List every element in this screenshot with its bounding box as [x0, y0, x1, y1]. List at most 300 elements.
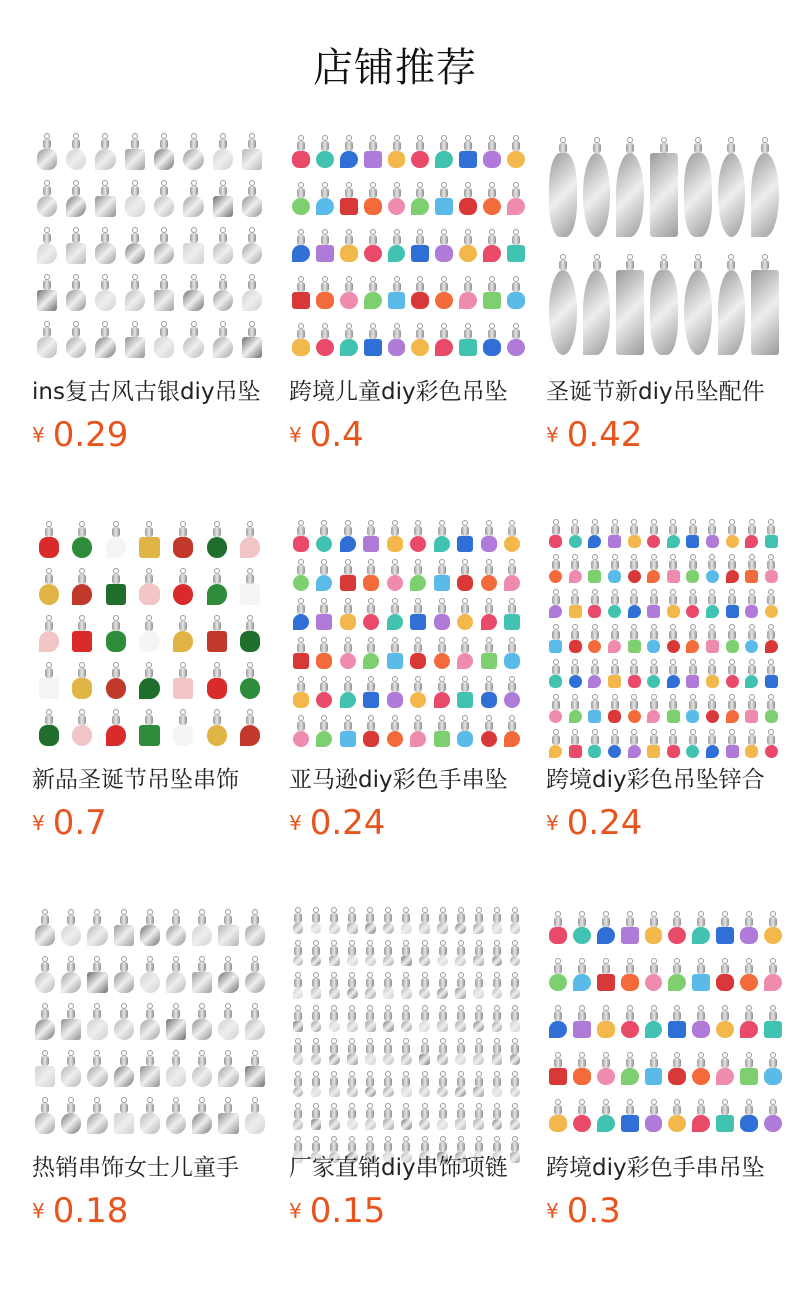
product-card[interactable] — [32, 516, 267, 847]
charm-pendant-icon — [718, 137, 746, 238]
product-price — [546, 805, 781, 847]
charm-pendant-icon — [745, 554, 758, 583]
charm-pendant-icon — [686, 589, 699, 618]
product-price — [32, 805, 267, 847]
charm-pendant-icon — [616, 137, 644, 238]
charm-pendant-icon — [457, 676, 473, 708]
charm-pendant-icon — [549, 694, 562, 723]
charm-pendant-icon — [139, 568, 159, 604]
charm-pendant-icon — [365, 1005, 376, 1032]
product-title[interactable]: 跨境diy彩色吊坠锌合 — [546, 767, 765, 793]
charm-pendant-icon — [37, 321, 57, 357]
charm-pendant-icon — [87, 909, 107, 945]
charm-pendant-icon — [437, 1005, 448, 1032]
charm-pendant-icon — [745, 589, 758, 618]
product-title[interactable]: 跨境diy彩色手串吊坠 — [546, 1155, 765, 1181]
charm-pendant-icon — [363, 598, 379, 630]
charm-pendant-icon — [293, 1005, 304, 1032]
charm-pendant-icon — [549, 958, 567, 992]
charm-pendant-icon — [621, 911, 639, 945]
product-price — [32, 417, 267, 459]
charm-pendant-icon — [504, 598, 520, 630]
charm-pendant-icon — [455, 1005, 466, 1032]
charm-pendant-icon — [207, 521, 227, 557]
product-image[interactable] — [32, 516, 267, 751]
charm-pendant-icon — [363, 520, 379, 552]
charm-pendant-icon — [549, 137, 577, 238]
charm-pendant-icon — [114, 956, 134, 992]
charm-pendant-icon — [242, 321, 262, 357]
charm-pendant-icon — [510, 907, 521, 934]
charm-pendant-icon — [692, 1005, 710, 1039]
charm-pendant-icon — [316, 676, 332, 708]
charm-pendant-icon — [329, 1103, 340, 1130]
charm-pendant-icon — [549, 624, 562, 653]
charm-pendant-icon — [726, 694, 739, 723]
charm-pendant-icon — [365, 907, 376, 934]
charm-pendant-icon — [311, 907, 322, 934]
charm-pendant-icon — [473, 907, 484, 934]
charm-pendant-icon — [419, 1103, 430, 1130]
charm-pendant-icon — [388, 323, 406, 357]
charm-pendant-icon — [706, 694, 719, 723]
charm-pendant-icon — [745, 694, 758, 723]
charm-pendant-icon — [311, 1103, 322, 1130]
price-amount: 0.29 — [52, 415, 129, 455]
charm-pendant-icon — [455, 1038, 466, 1065]
charm-pendant-icon — [716, 958, 734, 992]
product-row — [32, 516, 790, 847]
product-price — [289, 417, 524, 459]
charm-pendant-icon — [764, 1099, 782, 1133]
charm-pendant-icon — [419, 972, 430, 999]
charm-pendant-icon — [66, 133, 86, 169]
charm-pendant-icon — [569, 589, 582, 618]
charm-pendant-icon — [242, 133, 262, 169]
product-title[interactable]: ins复古风古银diy吊坠 — [32, 379, 261, 405]
charm-pendant-icon — [316, 323, 334, 357]
charm-pendant-icon — [588, 659, 601, 688]
charm-pendant-icon — [718, 254, 746, 355]
charm-pendant-icon — [125, 321, 145, 357]
product-title[interactable]: 厂家直销diy串饰项链 — [289, 1155, 508, 1181]
charm-pendant-icon — [387, 598, 403, 630]
charm-pendant-icon — [686, 694, 699, 723]
charm-pendant-icon — [106, 709, 126, 745]
charm-pendant-icon — [292, 229, 310, 263]
price-amount: 0.24 — [309, 803, 386, 843]
product-title[interactable]: 热销串饰女士儿童手 — [32, 1155, 239, 1181]
product-card[interactable] — [289, 904, 524, 1235]
charm-pendant-icon — [667, 624, 680, 653]
charm-pendant-icon — [569, 624, 582, 653]
charm-pendant-icon — [213, 274, 233, 310]
charm-pendant-icon — [387, 559, 403, 591]
charm-pendant-icon — [686, 519, 699, 548]
charm-pendant-icon — [549, 1052, 567, 1086]
charm-pendant-icon — [411, 182, 429, 216]
charm-pendant-icon — [455, 940, 466, 967]
charm-pendant-icon — [340, 135, 358, 169]
charm-pendant-icon — [140, 909, 160, 945]
charm-pendant-icon — [481, 520, 497, 552]
charm-pendant-icon — [435, 229, 453, 263]
currency-symbol: ¥ — [546, 811, 559, 835]
currency-symbol: ¥ — [32, 423, 45, 447]
currency-symbol: ¥ — [289, 423, 302, 447]
charm-pendant-icon — [154, 321, 174, 357]
product-image[interactable] — [289, 516, 524, 751]
product-price — [546, 1193, 781, 1235]
charm-pendant-icon — [329, 1038, 340, 1065]
charm-pendant-icon — [628, 729, 641, 758]
product-title[interactable]: 亚马逊diy彩色手串坠 — [289, 767, 508, 793]
charm-pendant-icon — [435, 276, 453, 310]
section-title: 店铺推荐 — [313, 45, 477, 91]
charm-pendant-icon — [410, 676, 426, 708]
charm-pendant-icon — [154, 133, 174, 169]
charm-pendant-icon — [173, 662, 193, 698]
charm-pendant-icon — [316, 715, 332, 747]
charm-pendant-icon — [154, 274, 174, 310]
charm-pendant-icon — [764, 1052, 782, 1086]
charm-pendant-icon — [218, 1097, 238, 1133]
charm-pendant-icon — [401, 1005, 412, 1032]
charm-pendant-icon — [240, 568, 260, 604]
charm-pendant-icon — [114, 1097, 134, 1133]
charm-pendant-icon — [608, 694, 621, 723]
charm-pendant-icon — [154, 227, 174, 263]
charm-pendant-icon — [628, 589, 641, 618]
charm-pendant-icon — [608, 729, 621, 758]
charm-pendant-icon — [329, 1071, 340, 1098]
charm-pendant-icon — [569, 554, 582, 583]
charm-pendant-icon — [483, 182, 501, 216]
charm-pendant-icon — [316, 598, 332, 630]
charm-pendant-icon — [410, 598, 426, 630]
charm-pendant-icon — [608, 624, 621, 653]
charm-pendant-icon — [692, 1052, 710, 1086]
charm-pendant-icon — [140, 1050, 160, 1086]
product-card[interactable] — [289, 516, 524, 847]
charm-pendant-icon — [667, 519, 680, 548]
charm-pendant-icon — [401, 940, 412, 967]
charm-pendant-icon — [242, 227, 262, 263]
charm-pendant-icon — [72, 615, 92, 651]
charm-pendant-icon — [173, 568, 193, 604]
product-image[interactable] — [289, 904, 524, 1139]
charm-pendant-icon — [340, 598, 356, 630]
charm-pendant-icon — [510, 940, 521, 967]
product-title[interactable]: 新品圣诞节吊坠串饰 — [32, 767, 239, 793]
charm-pendant-icon — [667, 694, 680, 723]
currency-symbol: ¥ — [32, 1199, 45, 1223]
product-image[interactable] — [546, 904, 781, 1139]
charm-pendant-icon — [419, 1005, 430, 1032]
charm-pendant-icon — [597, 958, 615, 992]
charm-pendant-icon — [183, 133, 203, 169]
charm-pendant-icon — [764, 1005, 782, 1039]
charm-pendant-icon — [583, 254, 611, 355]
price-amount: 0.7 — [52, 803, 107, 843]
price-amount: 0.3 — [566, 1191, 621, 1231]
charm-pendant-icon — [316, 229, 334, 263]
product-price — [546, 417, 781, 459]
charm-pendant-icon — [293, 598, 309, 630]
currency-symbol: ¥ — [289, 811, 302, 835]
charm-pendant-icon — [569, 519, 582, 548]
charm-pendant-icon — [608, 589, 621, 618]
charm-pendant-icon — [492, 972, 503, 999]
charm-pendant-icon — [72, 568, 92, 604]
product-price — [32, 1193, 267, 1235]
charm-pendant-icon — [504, 559, 520, 591]
charm-pendant-icon — [455, 907, 466, 934]
product-card[interactable] — [546, 128, 781, 459]
charm-pendant-icon — [549, 254, 577, 355]
charm-pendant-icon — [95, 321, 115, 357]
charm-pendant-icon — [213, 227, 233, 263]
product-card[interactable] — [32, 128, 267, 459]
charm-pendant-icon — [410, 559, 426, 591]
charm-pendant-icon — [745, 729, 758, 758]
product-price — [289, 1193, 524, 1235]
charm-pendant-icon — [37, 227, 57, 263]
charm-pendant-icon — [383, 940, 394, 967]
charm-pendant-icon — [87, 1050, 107, 1086]
product-card[interactable] — [289, 128, 524, 459]
charm-pendant-icon — [647, 729, 660, 758]
charm-pendant-icon — [311, 972, 322, 999]
currency-symbol: ¥ — [546, 423, 559, 447]
charm-pendant-icon — [66, 227, 86, 263]
product-image[interactable] — [289, 128, 524, 363]
charm-pendant-icon — [473, 972, 484, 999]
charm-pendant-icon — [667, 659, 680, 688]
charm-pendant-icon — [72, 521, 92, 557]
product-title[interactable]: 圣诞节新diy吊坠配件 — [546, 379, 765, 405]
charm-pendant-icon — [628, 624, 641, 653]
charm-pendant-icon — [507, 323, 525, 357]
charm-pendant-icon — [473, 1103, 484, 1130]
charm-pendant-icon — [473, 1038, 484, 1065]
charm-pendant-icon — [293, 637, 309, 669]
charm-pendant-icon — [66, 180, 86, 216]
charm-pendant-icon — [437, 1071, 448, 1098]
charm-pendant-icon — [411, 276, 429, 310]
currency-symbol: ¥ — [289, 1199, 302, 1223]
charm-pendant-icon — [573, 1005, 591, 1039]
charm-pendant-icon — [667, 729, 680, 758]
charm-pendant-icon — [726, 519, 739, 548]
currency-symbol: ¥ — [32, 811, 45, 835]
charm-pendant-icon — [686, 624, 699, 653]
charm-pendant-icon — [173, 615, 193, 651]
charm-pendant-icon — [726, 589, 739, 618]
charm-pendant-icon — [608, 554, 621, 583]
charm-pendant-icon — [492, 907, 503, 934]
charm-pendant-icon — [316, 559, 332, 591]
charm-pendant-icon — [668, 1099, 686, 1133]
charm-pendant-icon — [510, 1005, 521, 1032]
charm-pendant-icon — [483, 323, 501, 357]
charm-pendant-icon — [347, 1005, 358, 1032]
charm-pendant-icon — [647, 624, 660, 653]
charm-pendant-icon — [173, 521, 193, 557]
charm-pendant-icon — [363, 559, 379, 591]
product-image[interactable] — [32, 128, 267, 363]
charm-pendant-icon — [213, 180, 233, 216]
charm-pendant-icon — [706, 519, 719, 548]
charm-pendant-icon — [504, 715, 520, 747]
product-image[interactable] — [546, 128, 781, 363]
charm-pendant-icon — [621, 1005, 639, 1039]
charm-pendant-icon — [316, 276, 334, 310]
product-price — [289, 805, 524, 847]
charm-pendant-icon — [573, 958, 591, 992]
charm-pendant-icon — [218, 1003, 238, 1039]
charm-pendant-icon — [765, 694, 778, 723]
charm-pendant-icon — [616, 254, 644, 355]
charm-pendant-icon — [492, 1103, 503, 1130]
charm-pendant-icon — [139, 662, 159, 698]
charm-pendant-icon — [37, 274, 57, 310]
charm-pendant-icon — [363, 676, 379, 708]
charm-pendant-icon — [61, 909, 81, 945]
charm-pendant-icon — [139, 521, 159, 557]
charm-pendant-icon — [492, 1005, 503, 1032]
charm-pendant-icon — [507, 229, 525, 263]
charm-pendant-icon — [706, 624, 719, 653]
charm-pendant-icon — [434, 559, 450, 591]
charm-pendant-icon — [716, 1099, 734, 1133]
charm-pendant-icon — [293, 520, 309, 552]
product-card[interactable] — [546, 516, 781, 847]
charm-pendant-icon — [293, 1103, 304, 1130]
product-image[interactable] — [546, 516, 781, 751]
charm-pendant-icon — [765, 624, 778, 653]
charm-pendant-icon — [455, 1103, 466, 1130]
charm-pendant-icon — [621, 1099, 639, 1133]
charm-pendant-icon — [765, 729, 778, 758]
charm-pendant-icon — [365, 972, 376, 999]
charm-pendant-icon — [473, 940, 484, 967]
charm-pendant-icon — [751, 254, 779, 355]
charm-pendant-icon — [435, 323, 453, 357]
charm-pendant-icon — [192, 1050, 212, 1086]
charm-pendant-icon — [364, 229, 382, 263]
charm-pendant-icon — [419, 940, 430, 967]
charm-pendant-icon — [87, 1003, 107, 1039]
charm-pendant-icon — [383, 972, 394, 999]
charm-pendant-icon — [573, 911, 591, 945]
charm-pendant-icon — [411, 229, 429, 263]
charm-pendant-icon — [692, 1099, 710, 1133]
charm-pendant-icon — [245, 1050, 265, 1086]
charm-pendant-icon — [125, 227, 145, 263]
charm-pendant-icon — [410, 715, 426, 747]
charm-pendant-icon — [668, 958, 686, 992]
charm-pendant-icon — [645, 1005, 663, 1039]
charm-pendant-icon — [650, 137, 678, 238]
charm-pendant-icon — [692, 958, 710, 992]
charm-pendant-icon — [340, 676, 356, 708]
charm-pendant-icon — [364, 135, 382, 169]
charm-pendant-icon — [340, 276, 358, 310]
charm-pendant-icon — [457, 598, 473, 630]
charm-pendant-icon — [764, 958, 782, 992]
price-amount: 0.24 — [566, 803, 643, 843]
charm-pendant-icon — [740, 911, 758, 945]
charm-pendant-icon — [473, 1071, 484, 1098]
product-image[interactable] — [32, 904, 267, 1139]
charm-pendant-icon — [347, 1103, 358, 1130]
charm-pendant-icon — [668, 911, 686, 945]
charm-pendant-icon — [597, 1099, 615, 1133]
charm-pendant-icon — [292, 323, 310, 357]
charm-pendant-icon — [340, 637, 356, 669]
charm-pendant-icon — [597, 1052, 615, 1086]
product-card[interactable] — [546, 904, 781, 1235]
charm-pendant-icon — [569, 729, 582, 758]
charm-pendant-icon — [419, 1038, 430, 1065]
charm-pendant-icon — [240, 662, 260, 698]
charm-pendant-icon — [242, 180, 262, 216]
charm-pendant-icon — [166, 1050, 186, 1086]
charm-pendant-icon — [434, 520, 450, 552]
charm-pendant-icon — [492, 1071, 503, 1098]
charm-pendant-icon — [459, 135, 477, 169]
charm-pendant-icon — [401, 972, 412, 999]
charm-pendant-icon — [173, 709, 193, 745]
charm-pendant-icon — [166, 956, 186, 992]
charm-pendant-icon — [434, 676, 450, 708]
charm-pendant-icon — [39, 662, 59, 698]
charm-pendant-icon — [716, 911, 734, 945]
charm-pendant-icon — [507, 135, 525, 169]
charm-pendant-icon — [106, 568, 126, 604]
charm-pendant-icon — [706, 554, 719, 583]
charm-pendant-icon — [437, 972, 448, 999]
charm-pendant-icon — [569, 694, 582, 723]
charm-pendant-icon — [549, 1005, 567, 1039]
charm-pendant-icon — [647, 694, 660, 723]
charm-pendant-icon — [245, 1003, 265, 1039]
charm-pendant-icon — [459, 323, 477, 357]
charm-pendant-icon — [457, 520, 473, 552]
charm-pendant-icon — [588, 729, 601, 758]
charm-pendant-icon — [510, 1038, 521, 1065]
product-title[interactable]: 跨境儿童diy彩色吊坠 — [289, 379, 508, 405]
charm-pendant-icon — [218, 956, 238, 992]
charm-pendant-icon — [481, 598, 497, 630]
charm-pendant-icon — [183, 180, 203, 216]
charm-pendant-icon — [347, 1038, 358, 1065]
charm-pendant-icon — [706, 729, 719, 758]
charm-pendant-icon — [207, 662, 227, 698]
charm-pendant-icon — [411, 135, 429, 169]
charm-pendant-icon — [437, 1038, 448, 1065]
charm-pendant-icon — [87, 1097, 107, 1133]
charm-pendant-icon — [419, 1071, 430, 1098]
charm-pendant-icon — [293, 940, 304, 967]
charm-pendant-icon — [668, 1005, 686, 1039]
charm-pendant-icon — [95, 133, 115, 169]
charm-pendant-icon — [401, 1071, 412, 1098]
charm-pendant-icon — [765, 589, 778, 618]
product-card[interactable] — [32, 904, 267, 1235]
charm-pendant-icon — [588, 694, 601, 723]
